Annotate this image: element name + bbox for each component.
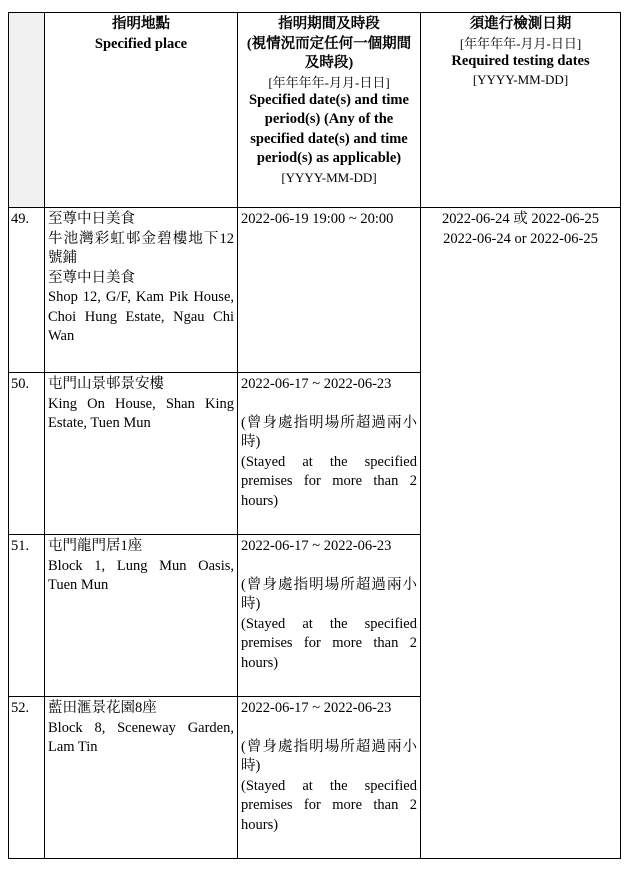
row-place bbox=[45, 373, 238, 535]
testing-dates-cell bbox=[421, 208, 621, 859]
place-line: 藍田滙景花園8座 bbox=[48, 700, 157, 716]
row-period bbox=[238, 373, 421, 535]
place-line: 屯門龍門居1座 bbox=[48, 538, 143, 554]
row-place bbox=[45, 535, 238, 697]
period-value: 2022-06-17 ~ 2022-06-23 bbox=[241, 700, 392, 716]
place-line: Block 8, Sceneway Garden, Lam Tin bbox=[48, 719, 234, 755]
table-header-row bbox=[9, 13, 621, 208]
header-period-en: Specified date(s) and time period(s) (Any of the specified date(s) and time period(s) as applicable) bbox=[249, 91, 409, 166]
period-note-en: (Stayed at the specified premises for more than 2 hours) bbox=[241, 453, 417, 509]
period-note-zh: (曾身處指明場所超過兩小時) bbox=[241, 576, 417, 612]
place-line: 牛池灣彩虹邨金碧樓地下12號鋪 bbox=[48, 230, 234, 266]
place-line: 屯門山景邨景安樓 bbox=[48, 376, 164, 392]
row-number: 52. bbox=[9, 697, 45, 859]
header-period-cell bbox=[238, 13, 421, 208]
row-number: 51. bbox=[9, 535, 45, 697]
header-dates-en: Required testing dates bbox=[451, 52, 590, 69]
row-number: 49. bbox=[9, 208, 45, 373]
header-dates-zh: 須進行檢測日期 bbox=[469, 16, 572, 32]
header-period-zh1: 指明期間及時段 bbox=[278, 16, 380, 32]
row-period bbox=[238, 535, 421, 697]
period-note-en: (Stayed at the specified premises for more than 2 hours) bbox=[241, 777, 417, 833]
place-line: King On House, Shan King Estate, Tuen Mun bbox=[48, 395, 234, 431]
header-number-cell bbox=[9, 13, 45, 208]
place-line: 至尊中日美食 bbox=[48, 269, 135, 286]
row-period bbox=[238, 697, 421, 859]
period-value: 2022-06-17 ~ 2022-06-23 bbox=[241, 376, 392, 392]
header-period-format-zh: [年年年年-月月-日日] bbox=[268, 74, 390, 90]
period-note-zh: (曾身處指明場所超過兩小時) bbox=[241, 738, 417, 774]
specified-places-table bbox=[8, 12, 621, 859]
header-period-format-en: [YYYY-MM-DD] bbox=[281, 169, 377, 185]
period-value: 2022-06-19 19:00 ~ 20:00 bbox=[241, 211, 394, 227]
header-dates-format-en: [YYYY-MM-DD] bbox=[472, 72, 569, 87]
period-note-zh: (曾身處指明場所超過兩小時) bbox=[241, 414, 417, 450]
testing-dates-zh: 2022-06-24 或 2022-06-25 bbox=[441, 211, 600, 227]
row-period bbox=[238, 208, 421, 373]
header-place-en: Specified place bbox=[94, 35, 188, 52]
row-number: 50. bbox=[9, 373, 45, 535]
place-line: 至尊中日美食 bbox=[48, 211, 135, 227]
header-period-zh2: (視情況而定任何一個期間及時段) bbox=[246, 35, 412, 71]
header-dates-cell bbox=[421, 13, 621, 208]
header-place-cell bbox=[45, 13, 238, 208]
table-row bbox=[9, 208, 621, 373]
period-value: 2022-06-17 ~ 2022-06-23 bbox=[241, 538, 392, 554]
header-dates-format-zh: [年年年年-月月-日日] bbox=[459, 35, 582, 51]
place-line: Shop 12, G/F, Kam Pik House, Choi Hung Estate, Ngau Chi Wan bbox=[48, 289, 234, 344]
period-note-en: (Stayed at the specified premises for more than 2 hours) bbox=[241, 615, 417, 671]
row-place bbox=[45, 697, 238, 859]
place-line: Block 1, Lung Mun Oasis, Tuen Mun bbox=[48, 557, 234, 593]
testing-dates-en: 2022-06-24 or 2022-06-25 bbox=[443, 230, 598, 247]
row-place bbox=[45, 208, 238, 373]
header-place-zh: 指明地點 bbox=[112, 16, 170, 32]
